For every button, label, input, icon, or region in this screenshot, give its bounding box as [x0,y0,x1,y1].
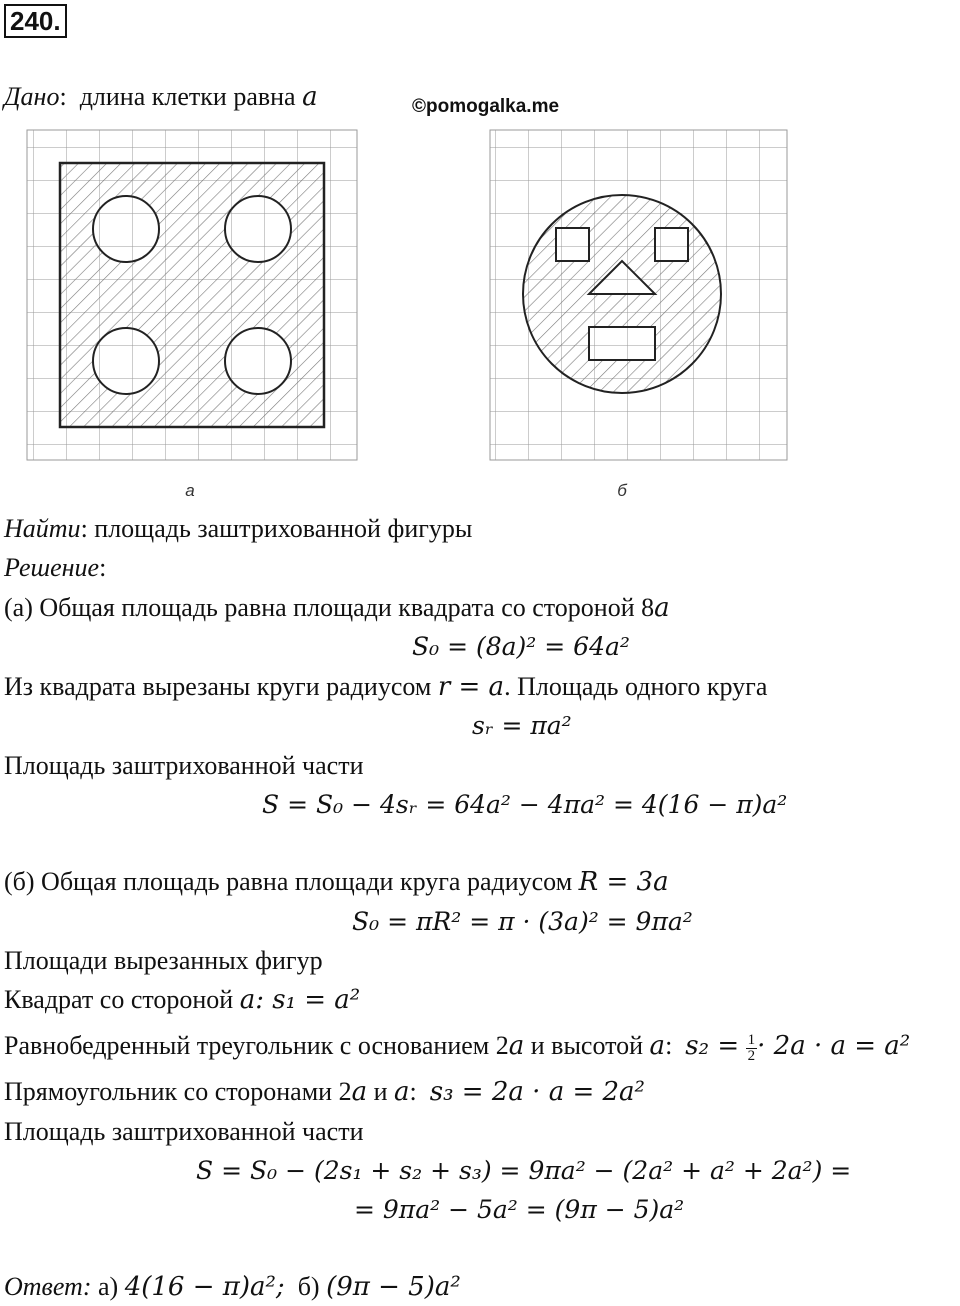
part-b-rectangle: Прямоугольник со сторонами 2a и a: s₃ = 2a · a = 2a² [4,1077,645,1107]
part-b-triangle: Равнобедренный треугольник с основанием 2a и высотой a: s₂ = $\frac{1}{2}$ · 2a · a = a² [4,1031,911,1064]
figure-a [27,130,357,500]
part-a-formula-1: S₀ = (8a)² = 64a² [412,632,630,661]
figure-b [490,130,787,500]
fraction-one-half: $\frac{1}{2}$ [747,1031,756,1064]
part-a-formula-2: sᵣ = πa² [472,711,572,740]
solution-label: Решение [4,553,100,582]
part-b-intro: (б) Общая площадь равна площади круга радиусом R = 3a [4,867,669,897]
problem-number: 240. [4,4,67,38]
watermark: ©pomogalka.me [412,96,560,117]
part-b-cut: Площади вырезанных фигур [4,946,323,975]
part-a-formula-3: S = S₀ − 4sᵣ = 64a² − 4πa² = 4(16 − π)a² [262,790,788,819]
part-b-formula-1: S₀ = πR² = π · (3a)² = 9πa² [352,907,693,936]
hatched-square [60,163,324,427]
part-b-formula-3: = 9πa² − 5a² = (9π − 5)a² [354,1195,685,1224]
figures [0,114,790,506]
given-line: Дано: длина клетки равна a [4,82,318,112]
given-var: a [302,82,318,112]
given-label: Дано [4,82,60,111]
part-b-square: Квадрат со стороной a: s₁ = a² [4,985,361,1015]
find-label: Найти [4,514,81,543]
solution-line: Решение: [4,553,107,582]
figure-a-caption: а [185,481,195,500]
part-a-cut: Из квадрата вырезаны круги радиусом r = a. Площадь одного круга [4,672,768,702]
answer-b: (9π − 5)a² [326,1272,461,1302]
find-line [4,514,472,544]
answer-label: Ответ: [4,1272,92,1301]
find-text: : площадь заштрихованной фигуры [80,514,473,543]
part-a-shaded: Площадь заштрихованной части [4,751,364,780]
answer-a: 4(16 − π)a²; [124,1272,285,1302]
figure-b-caption: б [617,481,627,500]
answer-line: Ответ: а) 4(16 − π)a²; б) (9π − 5)a² [4,1272,461,1302]
part-b-shaded: Площадь заштрихованной части [4,1117,364,1146]
part-a-intro: (а) Общая площадь равна площади квадрата со стороной 8a [4,593,670,623]
given-text: длина клетки равна [79,82,296,111]
part-b-formula-2: S = S₀ − (2s₁ + s₂ + s₃) = 9πa² − (2a² + a² + 2a²) = [196,1156,852,1185]
